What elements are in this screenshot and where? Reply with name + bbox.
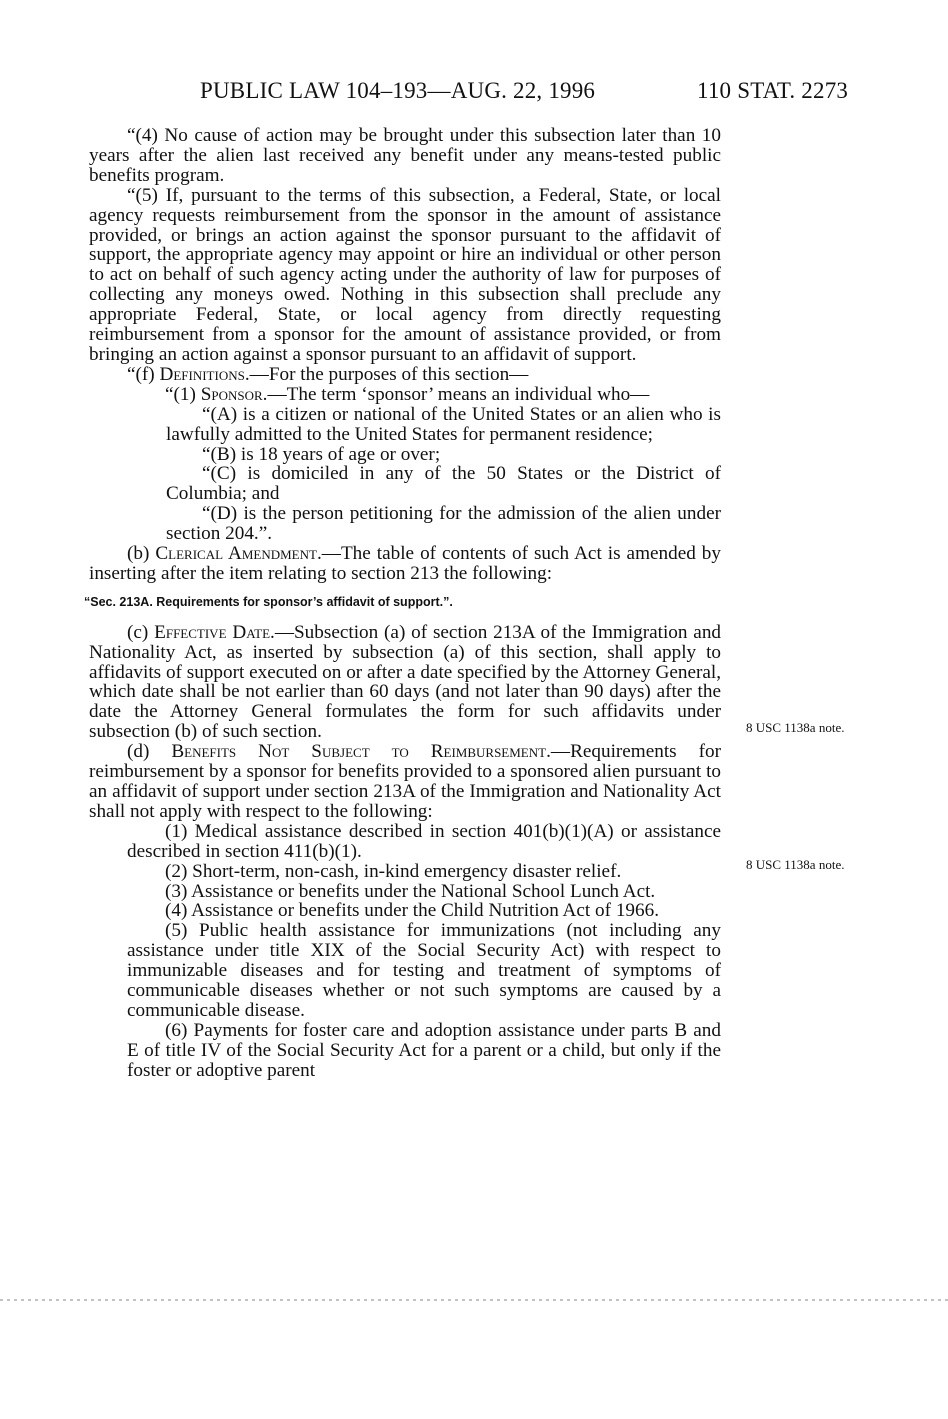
paragraph-4: “(4) No cause of action may be brought under this subsection later than 10 years after the alien last received any benefit under any means-tested public benefits program. [89,125,721,186]
subsection-d-text: .—Requirements for reimbursement by a sponsor for benefits provided to a sponsored alien pursuant to an affidavit of support under section 213A of the Immigration and Nationality Act shall not apply with respect to the following: [89,741,721,822]
item-5: (5) Public health assistance for immunizations (not including any assistance under title XIX of the Social Security Act) with respect to immunizable diseases and for testing and treatment of symptoms of communicable diseases whether or not such symptoms are caused by a communicable disease. [127,920,721,1021]
document-body [84,125,722,1081]
scan-edge-line [0,1299,948,1301]
definition-sponsor-heading: Sponsor [200,383,263,405]
clause-a: “(A) is a citizen or national of the United States or an alien who is lawfully admitted to the United States for permanent residence; [166,403,721,445]
clause-d: “(D) is the person petitioning for the admission of the alien under section 204.”. [166,503,721,545]
page-statute-number: 110 STAT. 2273 [697,78,849,103]
item-1: (1) Medical assistance described in section 401(b)(1)(A) or assistance described in section 411(b)(1). [127,820,721,862]
paragraph-5: “(5) If, pursuant to the terms of this subsection, a Federal, State, or local agency requests reimbursement from the sponsor in the amount of assistance provided, or brings an action against the sponsor pursuant to the affidavit of support, the appropriate agency may appoint or hire an individual or other person to act on behalf of such agency acting under the authority of law for purposes of collecting any moneys owed. Nothing in this subsection shall preclude any appropriate Federal, State, or local agency from directly requesting reimbursement from a sponsor for the amount of assistance provided, or from bringing an action against a sponsor pursuant to an affidavit of support. [89,184,721,365]
table-of-contents-entry: “Sec. 213A. Requirements for sponsor’s affidavit of support.”. [84,594,453,609]
subsection-c-heading: Effective Date [154,621,271,643]
item-6: (6) Payments for foster care and adoption assistance under parts B and E of title IV of the Social Security Act for a parent or a child, but only if the foster or adoptive parent [127,1019,721,1081]
subsection-b-number: (b) [127,543,156,565]
subsection-f-number: “(f) [127,363,160,385]
subsection-c-number: (c) [127,621,155,643]
definition-sponsor-text: .—The term ‘sponsor’ means an individual who— [262,383,650,405]
definition-sponsor [89,385,721,405]
definition-sponsor-number: “(1) [165,383,201,405]
subsection-b [89,544,721,584]
item-3: (3) Assistance or benefits under the National School Lunch Act. [165,880,656,902]
clause-b: “(B) is 18 years of age or over; [202,443,441,465]
subsection-c-text: .—Subsection (a) of section 213A of the Immigration and Nationality Act, as inserted by subsection (a) of this section, shall apply to affidavits of support executed on or after a date specified by the Attorney General, which date shall be not earlier than 60 days (and not later than 90 days) after the date the Attorney General formulates the form for such affidavits under subsection (b) of such section. [89,621,722,743]
margin-note-effective-date: 8 USC 1138a note. [746,720,845,735]
item-4: (4) Assistance or benefits under the Child Nutrition Act of 1966. [165,900,659,922]
running-header: PUBLIC LAW 104–193—AUG. 22, 1996 [200,78,596,103]
item-2: (2) Short-term, non-cash, in-kind emergency disaster relief. [165,860,622,882]
subsection-d-number: (d) [127,741,172,763]
subsection-d-heading: Benefits Not Subject to Reimbursement [171,741,547,763]
subsection-b-text: .—The table of contents of such Act is amended by inserting after the item relating to section 213 the following: [89,543,721,584]
subsection-b-heading: Clerical Amendment [155,543,317,565]
subsection-d [89,742,721,822]
subsection-c [89,623,721,742]
subsection-f [89,365,721,385]
subsection-f-text: .—For the purposes of this section— [244,363,529,385]
clause-c: “(C) is domiciled in any of the 50 States or the District of Columbia; and [166,463,721,505]
margin-note-benefits: 8 USC 1138a note. [746,857,845,872]
subsection-f-heading: Definitions [159,363,245,385]
